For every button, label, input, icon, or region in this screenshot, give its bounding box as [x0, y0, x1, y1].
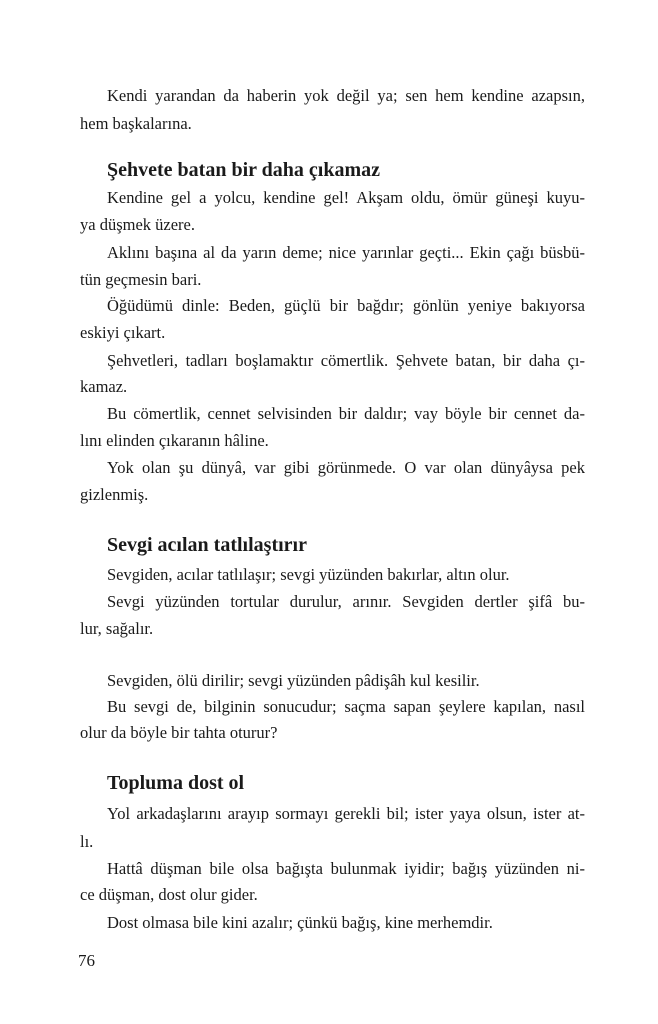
- section-1-line-10: lını elinden çıkaranın hâline.: [80, 431, 269, 450]
- section-1-line-4: tün geçmesin bari.: [80, 270, 202, 289]
- section-1-line-9: Bu cömertlik, cennet selvisinden bir daldır; vay böyle bir cennet da-: [107, 404, 585, 423]
- section-1-line-11: Yok olan şu dünyâ, var gibi görünmede. O var olan dünyâysa pek: [107, 458, 585, 477]
- section-3-line-5: Dost olmasa bile kini azalır; çünkü bağış, kine merhemdir.: [107, 913, 493, 932]
- section-3-line-2: lı.: [80, 832, 94, 851]
- section-heading-3: Topluma dost ol: [107, 772, 245, 794]
- section-3-line-3: Hattâ düşman bile olsa bağışta bulunmak iyidir; bağış yüzünden ni-: [107, 859, 585, 878]
- section-2-line-4: Sevgiden, ölü dirilir; sevgi yüzünden pâdişâh kul kesilir.: [107, 671, 480, 690]
- section-1-line-2: ya düşmek üzere.: [80, 215, 195, 234]
- section-1-line-5: Öğüdümü dinle: Beden, güçlü bir bağdır; gönlün yeniye bakıyorsa: [107, 296, 585, 315]
- section-1-line-8: kamaz.: [80, 377, 128, 396]
- section-2-line-3: lur, sağalır.: [80, 619, 154, 638]
- section-heading-1: Şehvete batan bir daha çıkamaz: [107, 159, 380, 181]
- section-1-line-1: Kendine gel a yolcu, kendine gel! Akşam oldu, ömür güneşi kuyu-: [107, 188, 585, 207]
- intro-line-1: Kendi yarandan da haberin yok değil ya; sen hem kendine azapsın,: [107, 86, 585, 105]
- section-1-line-12: gizlenmiş.: [80, 485, 149, 504]
- section-heading-2: Sevgi acılan tatlılaştırır: [107, 534, 307, 556]
- intro-line-2: hem başkalarına.: [80, 114, 192, 133]
- page-number: 76: [78, 951, 95, 970]
- section-1-line-3: Aklını başına al da yarın deme; nice yarınlar geçti... Ekin çağı büsbü-: [107, 243, 585, 262]
- section-2-line-1: Sevgiden, acılar tatlılaşır; sevgi yüzünden bakırlar, altın olur.: [107, 565, 510, 584]
- section-1-line-6: eskiyi çıkart.: [80, 323, 166, 342]
- section-2-line-5: Bu sevgi de, bilginin sonucudur; saçma sapan şeylere kapılan, nasıl: [107, 697, 585, 716]
- section-2-line-6: olur da böyle bir tahta oturur?: [80, 723, 278, 742]
- section-1-line-7: Şehvetleri, tadları boşlamaktır cömertlik. Şehvete batan, bir daha çı-: [107, 351, 585, 370]
- section-3-line-1: Yol arkadaşlarını arayıp sormayı gerekli bil; ister yaya olsun, ister at-: [107, 804, 585, 823]
- section-2-line-2: Sevgi yüzünden tortular durulur, arınır. Sevgiden dertler şifâ bu-: [107, 592, 585, 611]
- section-3-line-4: ce düşman, dost olur gider.: [80, 885, 258, 904]
